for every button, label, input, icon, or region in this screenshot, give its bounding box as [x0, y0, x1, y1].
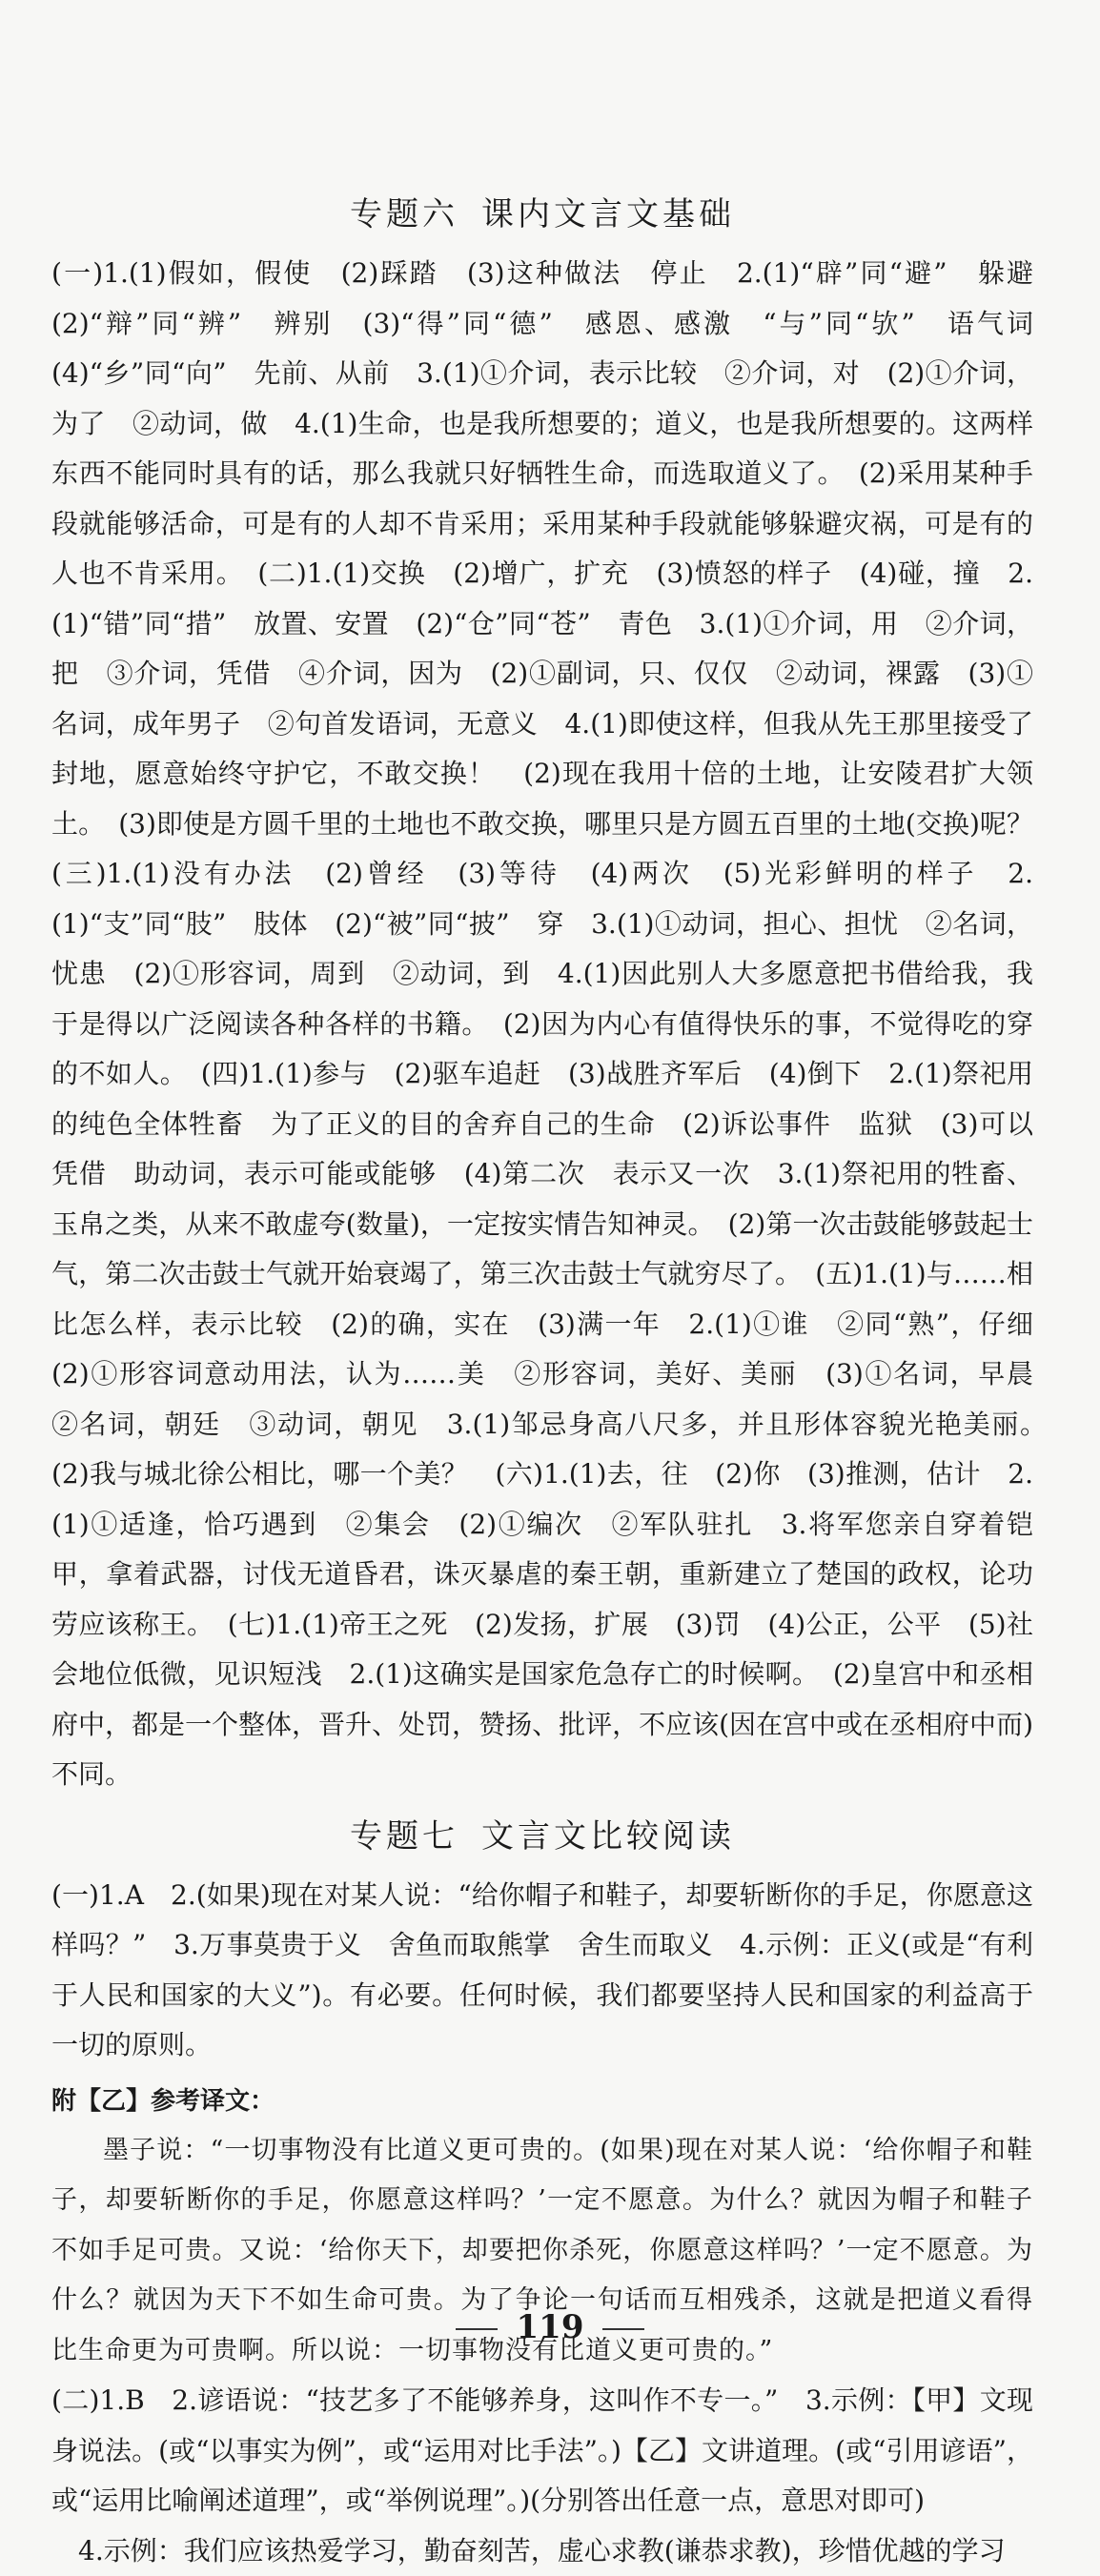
answer-text: 4.示例：我们应该热爱学习，勤奋刻苦，虚心求教(谦恭求教)，珍惜优越的学习 [51, 2526, 1033, 2576]
page-number-value: 119 [517, 2308, 584, 2346]
page-number-dash-left [456, 2328, 498, 2330]
section-title-text: 文言文比较阅读 [481, 1817, 735, 1856]
answer-text: (二)1.B 2.谚语说：“技艺多了不能够养身，这叫作不专一。” 3.示例：【甲】文现身说法。(或“以事实为例”，或“运用对比手法”。)【乙】文讲道理。(或“引用谚语”，或“运用比喻阐述道理”，或“举例说理”。)(分别答出任意一点，意思对即可) [51, 2376, 1033, 2526]
page-number-dash-right [602, 2328, 644, 2330]
section-number: 专题六 [350, 195, 458, 233]
appendix-heading: 附【乙】参考译文： [51, 2077, 1033, 2126]
section-title [51, 186, 1033, 243]
translation-text: 墨子说：“一切事物没有比道义更可贵的。(如果)现在对某人说：‘给你帽子和鞋子，却要斩断你的手足，你愿意这样吗？’一定不愿意。为什么？就因为帽子和鞋子不如手足可贵。又说：‘给你天下，却要把你杀死，你愿意这样吗？’一定不愿意。为什么？就因为天下不如生命可贵。为了争论一句话而互相残杀，这就是把道义看得比生命更为可贵啊。所以说：一切事物没有比道义更可贵的。” [51, 2126, 1033, 2377]
answer-text: (一)1.(1)假如，假使 (2)踩踏 (3)这种做法 停止 2.(1)“辟”同“避” 躲避 (2)“辩”同“辨” 辨别 (3)“得”同“德” 感恩、感激 “与”同“欤” 语气词 (4)“乡”同“向” 先前、从前 3.(1)①介词，表示比较 ②介词，对 (2)①介词，为了 ②动词，做 4.(1)生命，也是我所想要的；道义，也是我所想要的。这两样东西不能同时具有的话，那么我就只好牺牲生命，而选取道义了。 (2)采用某种手段就能够活命，可是有的人却不肯采用；采用某种手段就能够躲避灾祸，可是有的人也不肯采用。 (二)1.(1)交换 (2)增广，扩充 (3)愤怒的样子 (4)碰，撞 2.(1)“错”同“措” 放置、安置 (2)“仓”同“苍” 青色 3.(1)①介词，用 ②介词，把 ③介词，凭借 ④介词，因为 (2)①副词，只、仅仅 ②动词，裸露 (3)①名词，成年男子 ②句首发语词，无意义 4.(1)即使这样，但我从先王那里接受了封地，愿意始终守护它，不敢交换！ (2)现在我用十倍的土地，让安陵君扩大领土。 (3)即使是方圆千里的土地也不敢交换，哪里只是方圆五百里的土地(交换)呢？ (三)1.(1)没有办法 (2)曾经 (3)等待 (4)两次 (5)光彩鲜明的样子 2.(1)“支”同“肢” 肢体 (2)“被”同“披” 穿 3.(1)①动词，担心、担忧 ②名词，忧患 (2)①形容词，周到 ②动词，到 4.(1)因此别人大多愿意把书借给我，我于是得以广泛阅读各种各样的书籍。 (2)因为内心有值得快乐的事，不觉得吃的穿的不如人。 (四)1.(1)参与 (2)驱车追赶 (3)战胜齐军后 (4)倒下 2.(1)祭祀用的纯色全体牲畜 为了正义的目的舍弃自己的生命 (2)诉讼事件 监狱 (3)可以凭借 助动词，表示可能或能够 (4)第二次 表示又一次 3.(1)祭祀用的牲畜、玉帛之类，从来不敢虚夸(数量)，一定按实情告知神灵。 (2)第一次击鼓能够鼓起士气，第二次击鼓士气就开始衰竭了，第三次击鼓士气就穷尽了。 (五)1.(1)与……相比怎么样，表示比较 (2)的确，实在 (3)满一年 2.(1)①谁 ②同“熟”，仔细 (2)①形容词意动用法，认为……美 ②形容词，美好、美丽 (3)①名词，早晨 ②名词，朝廷 ③动词，朝见 3.(1)邹忌身高八尺多，并且形体容貌光艳美丽。 (2)我与城北徐公相比，哪一个美？ (六)1.(1)去，往 (2)你 (3)推测，估计 2.(1)①适逢，恰巧遇到 ②集会 (2)①编次 ②军队驻扎 3.将军您亲自穿着铠甲，拿着武器，讨伐无道昏君，诛灭暴虐的秦王朝，重新建立了楚国的政权，论功劳应该称王。 (七)1.(1)帝王之死 (2)发扬，扩展 (3)罚 (4)公正，公平 (5)社会地位低微，见识短浅 2.(1)这确实是国家危急存亡的时候啊。 (2)皇宫中和丞相府中，都是一个整体，晋升、处罚，赞扬、批评，不应该(因在宫中或在丞相府中而)不同。 [51, 249, 1033, 1800]
section-number: 专题七 [350, 1817, 458, 1856]
page-number [0, 2308, 1100, 2346]
section-title [51, 1808, 1033, 1865]
answer-text: (一)1.A 2.(如果)现在对某人说：“给你帽子和鞋子，却要斩断你的手足，你愿意这样吗？” 3.万事莫贵于义 舍鱼而取熊掌 舍生而取义 4.示例：正义(或是“有利于人民和国家的大义”)。有必要。任何时候，我们都要坚持人民和国家的利益高于一切的原则。 [51, 1871, 1033, 2071]
section-title-text: 课内文言文基础 [481, 195, 735, 233]
